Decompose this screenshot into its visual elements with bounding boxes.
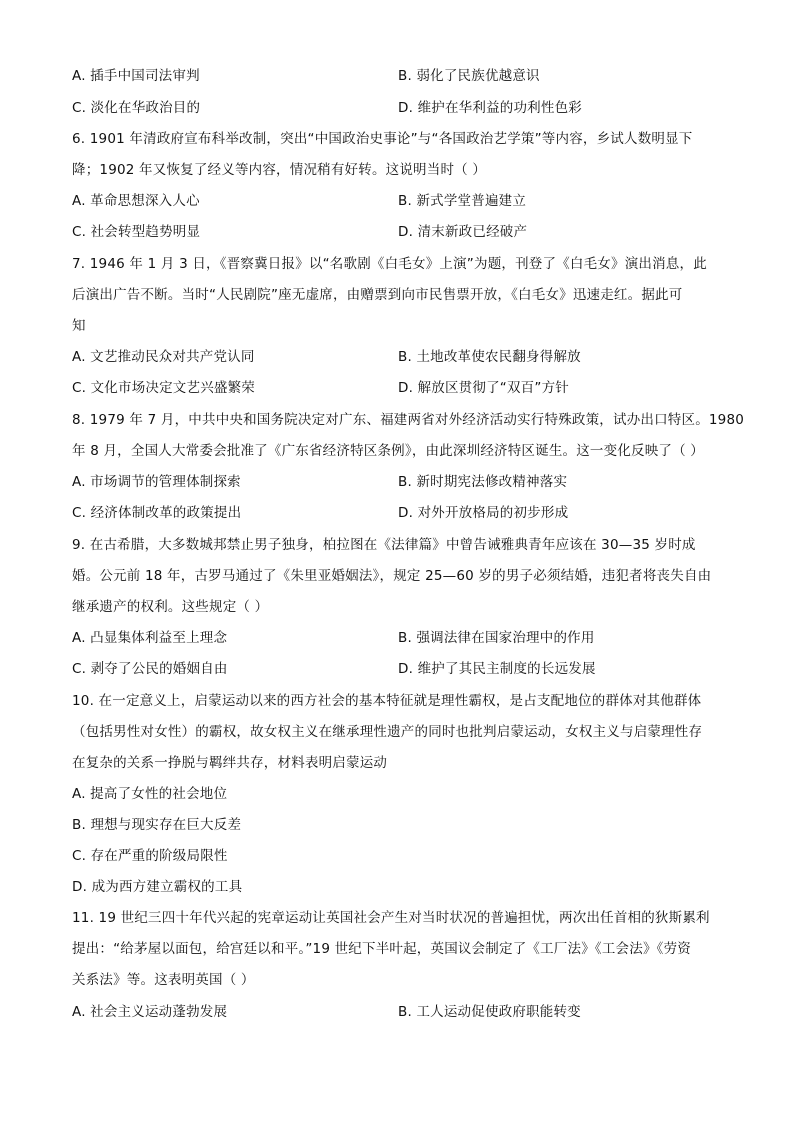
q9-option-b: B. 强调法律在国家治理中的作用 bbox=[398, 630, 595, 646]
q10-option-d: D. 成为西方建立霸权的工具 bbox=[72, 879, 243, 895]
q8-option-d: D. 对外开放格局的初步形成 bbox=[398, 505, 569, 521]
q11-option-a: A. 社会主义运动蓬勃发展 bbox=[72, 1004, 228, 1020]
q11-stem-line-1: 11. 19 世纪三四十年代兴起的宪章运动让英国社会产生对当时状况的普遍担忧，两次出任首相的狄斯累利 bbox=[72, 910, 710, 926]
q8-option-a: A. 市场调节的管理体制探索 bbox=[72, 474, 241, 490]
q7-stem-line-2: 后演出广告不断。当时“人民剧院”座无虚席，由赠票到向市民售票开放，《白毛女》迅速走红。据此可 bbox=[72, 287, 683, 303]
q6-option-a: A. 革命思想深入人心 bbox=[72, 193, 200, 209]
q10-stem-line-2: （包括男性对女性）的霸权，故女权主义在继承理性遗产的同时也批判启蒙运动，女权主义与启蒙理性存 bbox=[72, 724, 703, 740]
q9-option-d: D. 维护了其民主制度的长远发展 bbox=[398, 661, 596, 677]
q11-stem-line-2: 提出：“给茅屋以面包，给宫廷以和平。”19 世纪下半叶起，英国议会制定了《工厂法》《工会法》《劳资 bbox=[72, 941, 692, 957]
q7-option-b: B. 土地改革使农民翻身得解放 bbox=[398, 349, 581, 365]
q5-option-d: D. 维护在华利益的功利性色彩 bbox=[398, 100, 582, 116]
q7-option-d: D. 解放区贯彻了“双百”方针 bbox=[398, 380, 569, 396]
q11-stem-line-3: 关系法》等。这表明英国（ ） bbox=[72, 972, 255, 988]
q8-option-c: C. 经济体制改革的政策提出 bbox=[72, 505, 242, 521]
q9-stem-line-2: 婚。公元前 18 年，古罗马通过了《朱里亚婚姻法》，规定 25—60 岁的男子必须结婚，违犯者将丧失自由 bbox=[72, 568, 712, 584]
q7-stem-line-1: 7. 1946 年 1 月 3 日，《晋察冀日报》以“名歌剧《白毛女》上演”为题，刊登了《白毛女》演出消息，此 bbox=[72, 256, 707, 272]
q10-stem-line-1: 10. 在一定意义上，启蒙运动以来的西方社会的基本特征就是理性霸权，是占支配地位的群体对其他群体 bbox=[72, 693, 702, 709]
q5-option-c: C. 淡化在华政治目的 bbox=[72, 100, 201, 116]
q10-option-b: B. 理想与现实存在巨大反差 bbox=[72, 817, 242, 833]
q9-option-c: C. 剥夺了公民的婚姻自由 bbox=[72, 661, 228, 677]
q9-option-a: A. 凸显集体利益至上理念 bbox=[72, 630, 228, 646]
q11-option-b: B. 工人运动促使政府职能转变 bbox=[398, 1004, 581, 1020]
q6-option-d: D. 清末新政已经破产 bbox=[398, 224, 528, 240]
q9-stem-line-3: 继承遗产的权利。这些规定（ ） bbox=[72, 599, 269, 615]
q7-stem-line-3: 知 bbox=[72, 318, 86, 334]
q8-stem-line-2: 年 8 月，全国人大常委会批准了《广东省经济特区条例》，由此深圳经济特区诞生。这一变化反映了（ ） bbox=[72, 443, 705, 459]
q7-option-c: C. 文化市场决定文艺兴盛繁荣 bbox=[72, 380, 256, 396]
q10-stem-line-3: 在复杂的关系一挣脱与羁绊共存，材料表明启蒙运动 bbox=[72, 755, 388, 771]
q5-option-b: B. 弱化了民族优越意识 bbox=[398, 68, 540, 84]
q10-option-c: C. 存在严重的阶级局限性 bbox=[72, 848, 228, 864]
q10-option-a: A. 提高了女性的社会地位 bbox=[72, 786, 228, 802]
q6-stem-line-2: 降；1902 年又恢复了经义等内容，情况稍有好转。这说明当时（ ） bbox=[72, 162, 487, 178]
q5-option-a: A. 插手中国司法审判 bbox=[72, 68, 200, 84]
q7-option-a: A. 文艺推动民众对共产党认同 bbox=[72, 349, 255, 365]
q8-stem-line-1: 8. 1979 年 7 月，中共中央和国务院决定对广东、福建两省对外经济活动实行特殊政策，试办出口特区。1980 bbox=[72, 412, 745, 428]
q6-stem-line-1: 6. 1901 年清政府宣布科举改制，突出“中国政治史事论”与“各国政治艺学策”等内容，乡试人数明显下 bbox=[72, 131, 693, 147]
q9-stem-line-1: 9. 在古希腊，大多数城邦禁止男子独身，柏拉图在《法律篇》中曾告诫雅典青年应该在 30—35 岁时成 bbox=[72, 537, 696, 553]
q6-option-b: B. 新式学堂普遍建立 bbox=[398, 193, 527, 209]
q8-option-b: B. 新时期宪法修改精神落实 bbox=[398, 474, 568, 490]
q6-option-c: C. 社会转型趋势明显 bbox=[72, 224, 201, 240]
